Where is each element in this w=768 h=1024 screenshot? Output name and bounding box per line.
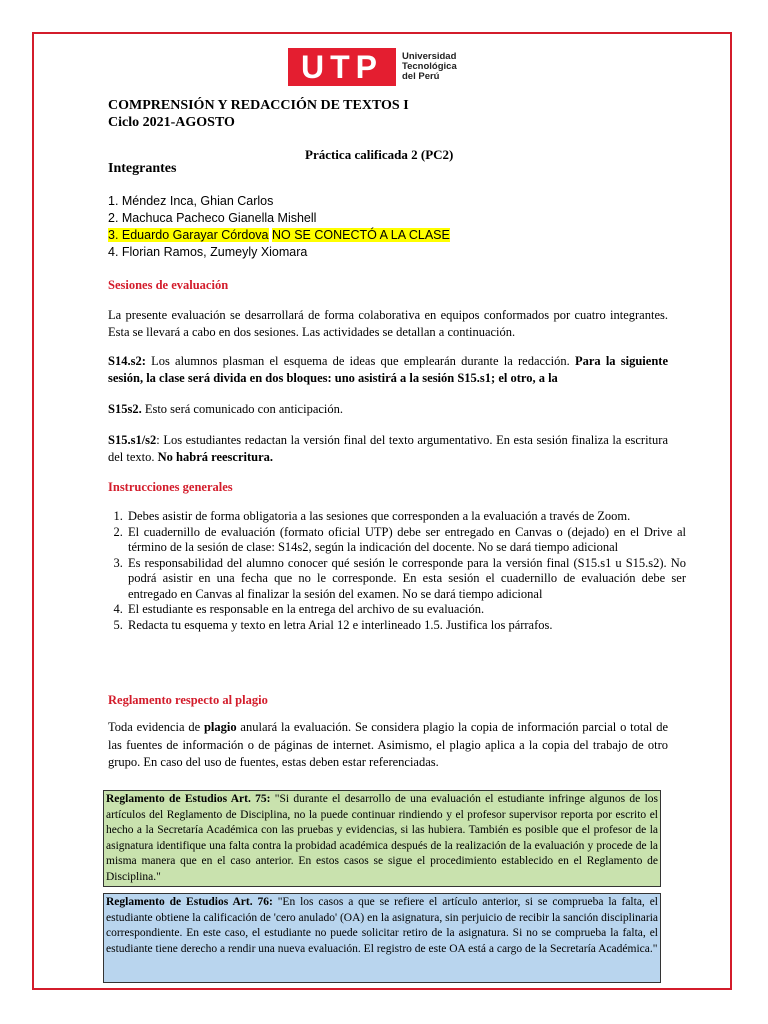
- members-title: Integrantes: [108, 161, 177, 176]
- plagiarism-text: [108, 719, 668, 772]
- utp-logo: [288, 48, 457, 86]
- course-cycle: Ciclo 2021-AGOSTO: [108, 115, 235, 130]
- course-header: [108, 97, 409, 131]
- course-title: COMPRENSIÓN Y REDACCIÓN DE TEXTOS I: [108, 98, 409, 113]
- sessions-intro: La presente evaluación se desarrollará de forma colaborativa en equipos conformados por cuatro integrantes. Esta se llevará a cabo en dos sesiones. Las actividades se detallan a continuación.: [108, 308, 668, 339]
- sessions-title: Sesiones de evaluación: [108, 278, 229, 292]
- art75-text: "Si durante el desarrollo de una evaluación el estudiante infringe algunos de los artículos del Reglamento de Disciplina, no la puede continuar rindiendo y el profesor supervisor reporta por escrito el hecho a la Secretaría Académica con las pruebas y evidencias, si las hubiera. También es posible que el profesor de la asignatura identifique una falta contra la probidad académica después de la realización de la evaluación y procede de la misma manera que en el caso anterior. En estos casos se sigue el procedimiento establecido en el Reglamento de Disciplina.": [106, 793, 658, 883]
- plagiarism-post: anulará la evaluación. Se considera plagio la copia de información parcial o total de las fuentes de información o de páginas de internet. Asimismo, el plagio aplica a la copia del trabajo de otro grupo. En caso del uso de fuentes, estas deben estar referenciadas.: [108, 720, 668, 769]
- logo-line-2: Tecnológica: [402, 61, 457, 72]
- s14-text: Los alumnos plasman el esquema de ideas que emplearán durante la redacción.: [145, 354, 575, 368]
- art76-label: Reglamento de Estudios Art. 76:: [106, 896, 273, 908]
- utp-logo-mark: UTP: [288, 48, 396, 86]
- member-3: [108, 227, 450, 244]
- instruction-item: 5. Redacta tu esquema y texto en letra Arial 12 e interlineado 1.5. Justifica los párrafos.: [126, 618, 686, 634]
- member-3-name: 3. Eduardo Garayar Córdova: [108, 228, 269, 242]
- s14-bold: Para la siguiente sesión, la clase será divida en dos bloques: uno asistirá a la sesión S15.s1; el otro, a la: [108, 354, 668, 385]
- member-4: 4. Florian Ramos, Zumeyly Xiomara: [108, 245, 308, 259]
- s15s-label: S15.s1/s2: [108, 433, 157, 447]
- session-s14: [108, 353, 668, 386]
- art75-box: [103, 790, 661, 887]
- s15s-bold: No habrá reescritura.: [157, 449, 274, 464]
- practice-title: Práctica calificada 2 (PC2): [305, 147, 454, 162]
- instructions-list: [108, 509, 686, 633]
- art76-box: [103, 893, 661, 983]
- session-s15s2: [108, 401, 668, 418]
- utp-logo-text: [402, 52, 457, 82]
- instruction-item: 4. El estudiante es responsable en la entrega del archivo de su evaluación.: [126, 602, 686, 618]
- s15s-text: : Los estudiantes redactan la versión final del texto argumentativo. En esta sesión finaliza la escritura del texto.: [108, 433, 668, 464]
- instruction-item: 2. El cuadernillo de evaluación (formato oficial UTP) debe ser entregado en Canvas o (dejado) en el Drive al término de la sesión de clase: S14s2, según la indicación del docente. No se dará tiempo adicional: [126, 525, 686, 556]
- logo-line-3: del Perú: [402, 71, 440, 82]
- members-list: [108, 193, 450, 261]
- logo-line-1: Universidad: [402, 51, 457, 62]
- s14-label: S14.s2:: [108, 354, 146, 368]
- plagiarism-pre: Toda evidencia de: [108, 720, 204, 734]
- plagiarism-title: Reglamento respecto al plagio: [108, 693, 268, 707]
- instructions-title: Instrucciones generales: [108, 480, 233, 494]
- session-s15s1s2: [108, 432, 668, 465]
- art76-text: "En los casos a que se refiere el artículo anterior, si se comprueba la falta, el estudiante obtiene la calificación de 'cero anulado' (OA) en la asignatura, sin perjuicio de recibir la sanción disciplinaria correspondiente. En este caso, el estudiante no puede solicitar retiro de la asignatura. Si no se comprueba la falta, el estudiante tiene derecho a rendir una nueva evaluación. El registro de este OA está a cargo de la Secretaría Académica.": [106, 896, 658, 955]
- art75-label: Reglamento de Estudios Art. 75:: [106, 793, 271, 805]
- plagiarism-bold: plagio: [203, 720, 237, 734]
- s15-label: S15s2.: [108, 402, 142, 416]
- s15-text: Esto será comunicado con anticipación.: [141, 402, 344, 416]
- member-2: 2. Machuca Pacheco Gianella Mishell: [108, 211, 317, 225]
- instruction-item: 3. Es responsabilidad del alumno conocer qué sesión le corresponde para la versión final (S15.s1 u S15.s2). No podrá asistir en una fecha que no le corresponde. En esta sesión el cuadernillo de evaluación debe ser entregado en Canvas al finalizar la sesión del examen. No se dará tiempo adicional: [126, 556, 686, 603]
- instruction-item: 1. Debes asistir de forma obligatoria a las sesiones que corresponden a la evaluación a través de Zoom.: [126, 509, 686, 525]
- member-1: 1. Méndez Inca, Ghian Carlos: [108, 194, 274, 208]
- member-3-note: NO SE CONECTÓ A LA CLASE: [272, 228, 450, 242]
